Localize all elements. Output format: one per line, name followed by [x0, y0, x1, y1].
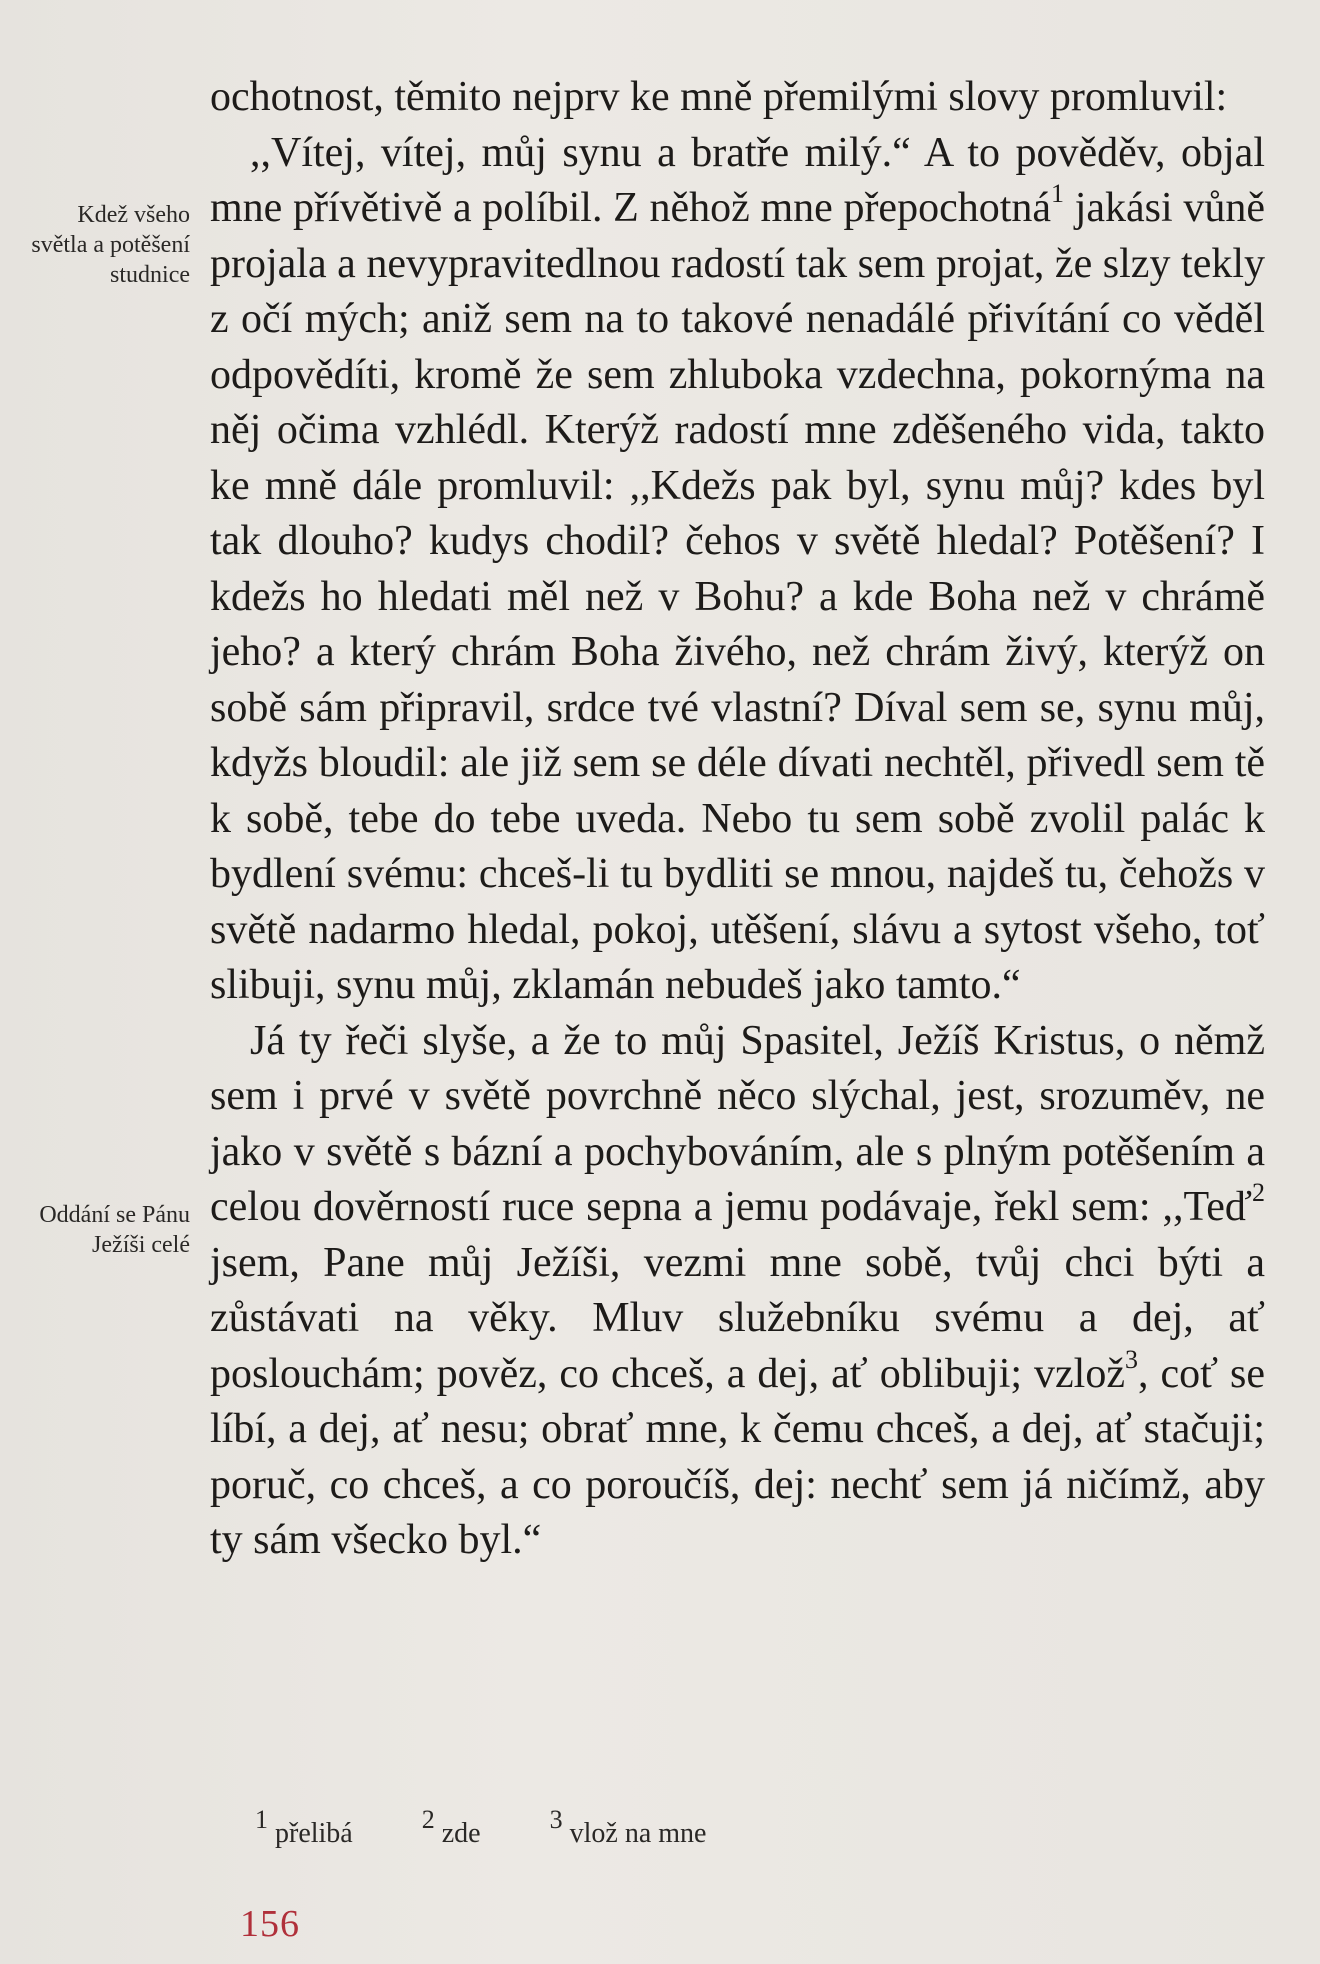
- margin-note: Oddání se Pánu Ježíši celé: [39, 1202, 190, 1258]
- text-run: jsem, Pane můj Ježíši, vezmi mne sobě, tvůj chci býti a zůstávati na věky. Mluv služebníku svému a dej, ať poslouchám; pověz, co chceš, a dej, ať oblibuji; vzlož: [210, 1239, 1265, 1397]
- footnote: [549, 1804, 707, 1849]
- footnote: [421, 1804, 481, 1849]
- text-run: ,,Vítej, vítej, můj synu a bratře milý.“ A to pověděv, objal mne přívětivě a políbil. Z něhož mne přepochotná: [210, 129, 1265, 231]
- footnote-text: zde: [441, 1818, 481, 1849]
- footnote-mark: 3: [549, 1804, 563, 1834]
- footnote-mark: 2: [421, 1804, 435, 1834]
- footnote: [255, 1804, 353, 1849]
- footnote-text: vlož na mne: [569, 1818, 707, 1849]
- footnote-ref: 2: [1252, 1178, 1265, 1207]
- paragraph: [210, 126, 1265, 1014]
- text-run: jakási vůně projala a nevypravitedlnou radostí tak sem projat, že slzy tekly z očí mých; aniž sem na to takové nenadálé přivítání co věděl odpovědíti, kromě že sem zhluboka vzdechna, pokornýma na něj očima vzhlédl. Kterýž radostí mne zděšeného vida, takto ke mně dále promluvil: ,,Kdežs pak byl, synu můj? kdes byl tak dlouho? kudys chodil? čehos v světě hledal? Potěšení? I kdežs ho hledati měl než v Bohu? a kde Boha než v chrámě jeho? a který chrám Boha živého, než chrám živý, kterýž on sobě sám připravil, srdce tvé vlastní? Díval sem se, synu můj, kdyžs bloudil: ale již sem se déle dívati nechtěl, přivedl sem tě k sobě, tebe do tebe uveda. Nebo tu sem sobě zvolil palác k bydlení svému: chceš-li tu bydliti se mnou, najdeš tu, čehožs v světě nadarmo hledal, pokoj, utěšení, slávu a sytost všeho, toť slibuji, synu můj, zklamán nebudeš jako tamto.“: [210, 185, 1266, 1008]
- page-number: 156: [240, 1903, 300, 1945]
- paragraph: ochotnost, těmito nejprv ke mně přemilými slovy promluvil:: [210, 74, 1228, 120]
- footnote-text: přelibá: [275, 1818, 353, 1849]
- footnote-ref: 3: [1124, 1344, 1138, 1374]
- margin-note: Kdež všeho světla a potěšení studnice: [31, 202, 190, 288]
- paragraph: [210, 1014, 1265, 1569]
- footnotes: [255, 1804, 1155, 1850]
- footnote-mark: 1: [255, 1804, 268, 1834]
- footnote-ref: 1: [1051, 179, 1065, 208]
- text-run: Já ty řeči slyše, a že to můj Spasitel, Ježíš Kristus, o němž sem i prvé v světě povrchně něco slýchal, jest, srozuměv, ne jako v světě s bázní a pochybováním, ale s plným potěšením a celou dověrností ruce sepna a jemu podávaje, řekl sem: ,,Teď: [210, 1017, 1265, 1230]
- text-run: , coť se líbí, a dej, ať nesu; obrať mne, k čemu chceš, a dej, ať stačuji; poruč, co chceš, a co poroučíš, dej: nechť sem já ničímž, aby ty sám všecko byl.“: [210, 1350, 1265, 1563]
- body-text: [210, 70, 1265, 1569]
